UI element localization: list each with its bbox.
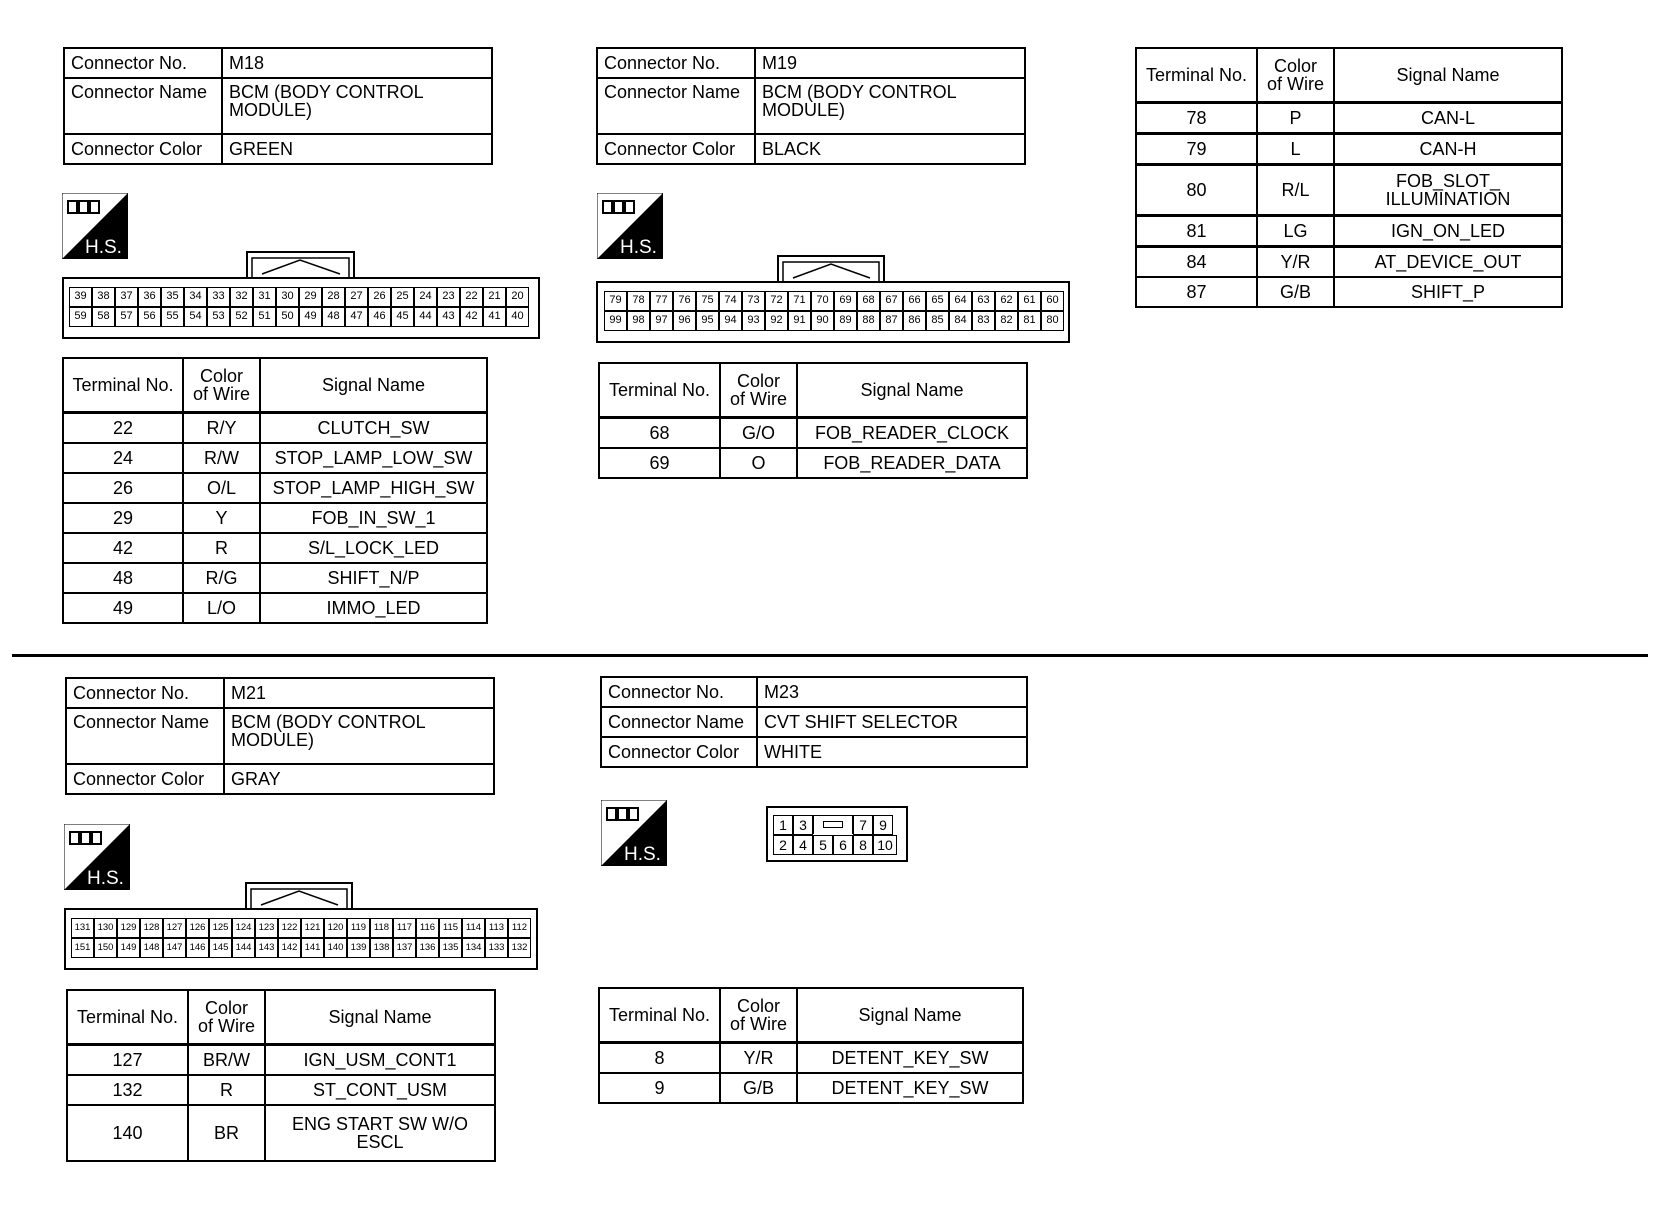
pin: 125 [209, 918, 232, 938]
signal-name: FOB_READER_DATA [797, 448, 1027, 478]
signal-name: ST_CONT_USM [265, 1075, 495, 1105]
pin: 75 [696, 291, 719, 311]
pin: 126 [186, 918, 209, 938]
pin: 91 [788, 311, 811, 331]
pin: 21 [483, 287, 506, 307]
terminal-no: 48 [63, 563, 183, 593]
pin: 82 [995, 311, 1018, 331]
table-row [1136, 165, 1562, 216]
pin: 49 [299, 307, 322, 327]
pin: 53 [207, 307, 230, 327]
terminal-no: 140 [67, 1105, 188, 1161]
pin: 93 [742, 311, 765, 331]
pin: 28 [322, 287, 345, 307]
signal-name: FOB_IN_SW_1 [260, 503, 487, 533]
pin: 32 [230, 287, 253, 307]
pin: 131 [71, 918, 94, 938]
signal-name: FOB_SLOT_ ILLUMINATION [1334, 165, 1562, 216]
pin: 37 [115, 287, 138, 307]
pin: 68 [857, 291, 880, 311]
pin: 139 [347, 938, 370, 958]
signal-name: S/L_LOCK_LED [260, 533, 487, 563]
pin: 96 [673, 311, 696, 331]
pin: 20 [506, 287, 529, 307]
pin: 34 [184, 287, 207, 307]
pin: 42 [460, 307, 483, 327]
pin: 84 [949, 311, 972, 331]
pin: 64 [949, 291, 972, 311]
table-row [599, 418, 1027, 449]
signal-name: STOP_LAMP_LOW_SW [260, 443, 487, 473]
pin: 118 [370, 918, 393, 938]
table-row [1136, 103, 1562, 134]
signal-name: FOB_READER_CLOCK [797, 418, 1027, 449]
pin: 129 [117, 918, 140, 938]
pin: 38 [92, 287, 115, 307]
terminal-no: 81 [1136, 216, 1257, 247]
pin: 142 [278, 938, 301, 958]
pin: 121 [301, 918, 324, 938]
table-row [63, 443, 487, 473]
pin: 112 [508, 918, 531, 938]
pin: 141 [301, 938, 324, 958]
wire-color: G/O [720, 418, 797, 449]
wire-color: Y [183, 503, 260, 533]
pin: 132 [508, 938, 531, 958]
pin: 56 [138, 307, 161, 327]
m18-terminal-table [62, 357, 488, 624]
table-row [599, 448, 1027, 478]
wire-color-header: Color of Wire [1257, 48, 1334, 103]
pin: 40 [506, 307, 529, 327]
pin: 45 [391, 307, 414, 327]
terminal-no: 8 [599, 1043, 720, 1074]
signal-name: ENG START SW W/O ESCL [265, 1105, 495, 1161]
pin: 58 [92, 307, 115, 327]
pin: 73 [742, 291, 765, 311]
pin: 143 [255, 938, 278, 958]
pin: 44 [414, 307, 437, 327]
signal-name: DETENT_KEY_SW [797, 1073, 1023, 1103]
pin: 66 [903, 291, 926, 311]
wire-color: Y/R [720, 1043, 797, 1074]
pin: 117 [393, 918, 416, 938]
m18-pin-grid [69, 287, 529, 327]
signal-name: IGN_USM_CONT1 [265, 1045, 495, 1076]
pin: 120 [324, 918, 347, 938]
connector-no-value: M18 [222, 48, 492, 78]
pin: 24 [414, 287, 437, 307]
m19-terminal-table [598, 362, 1028, 479]
terminal-no: 42 [63, 533, 183, 563]
pin: 25 [391, 287, 414, 307]
terminal-no: 84 [1136, 247, 1257, 278]
terminal-no: 69 [599, 448, 720, 478]
signal-name: CLUTCH_SW [260, 413, 487, 444]
pin: 77 [650, 291, 673, 311]
m23-connector-face [766, 806, 908, 862]
pin: 35 [161, 287, 184, 307]
pin: 88 [857, 311, 880, 331]
pin: 151 [71, 938, 94, 958]
wire-color: R/L [1257, 165, 1334, 216]
signal-name-header: Signal Name [797, 363, 1027, 418]
table-row [599, 1043, 1023, 1074]
connector-name-value: CVT SHIFT SELECTOR [757, 707, 1027, 737]
connector-color-value: WHITE [757, 737, 1027, 767]
terminal-no-header: Terminal No. [67, 990, 188, 1045]
pin: 30 [276, 287, 299, 307]
pin: 33 [207, 287, 230, 307]
harness-side-icon [601, 800, 667, 866]
terminal-no-header: Terminal No. [1136, 48, 1257, 103]
pin: 81 [1018, 311, 1041, 331]
pin: 2 [773, 835, 793, 855]
pin: 62 [995, 291, 1018, 311]
pin: 10 [873, 835, 897, 855]
terminal-no: 22 [63, 413, 183, 444]
pin: 22 [460, 287, 483, 307]
pin: 98 [627, 311, 650, 331]
harness-side-icon [597, 193, 663, 259]
connector-color-value: BLACK [755, 134, 1025, 164]
table-row [1136, 247, 1562, 278]
pin: 114 [462, 918, 485, 938]
pin: 127 [163, 918, 186, 938]
terminal-no-header: Terminal No. [63, 358, 183, 413]
table-row [63, 473, 487, 503]
pin: 86 [903, 311, 926, 331]
hs-label: H.S. [620, 237, 657, 258]
signal-name-header: Signal Name [260, 358, 487, 413]
wire-color: R/W [183, 443, 260, 473]
terminal-no-header: Terminal No. [599, 363, 720, 418]
connector-color-label: Connector Color [64, 134, 222, 164]
m18-connector-info [63, 47, 493, 165]
terminal-no: 68 [599, 418, 720, 449]
table-row [63, 413, 487, 444]
wire-color: G/B [1257, 277, 1334, 307]
pin: 147 [163, 938, 186, 958]
pin: 124 [232, 918, 255, 938]
pin: 87 [880, 311, 903, 331]
pin: 52 [230, 307, 253, 327]
pin: 79 [604, 291, 627, 311]
pin: 71 [788, 291, 811, 311]
connector-name-value: BCM (BODY CONTROL MODULE) [222, 78, 492, 134]
pin: 128 [140, 918, 163, 938]
connector-no-label: Connector No. [601, 677, 757, 707]
wire-color-header: Color of Wire [720, 363, 797, 418]
pin: 123 [255, 918, 278, 938]
connector-color-value: GRAY [224, 764, 494, 794]
table-row [67, 1045, 495, 1076]
pin: 90 [811, 311, 834, 331]
pin: 80 [1041, 311, 1064, 331]
m19-terminal-table-continued [1135, 47, 1563, 308]
wire-color-header: Color of Wire [183, 358, 260, 413]
pin: 92 [765, 311, 788, 331]
pin: 150 [94, 938, 117, 958]
pin: 85 [926, 311, 949, 331]
m21-connector-info [65, 677, 495, 795]
pin: 4 [793, 835, 813, 855]
pin: 9 [873, 815, 893, 835]
terminal-no: 29 [63, 503, 183, 533]
signal-name: AT_DEVICE_OUT [1334, 247, 1562, 278]
connector-name-value: BCM (BODY CONTROL MODULE) [755, 78, 1025, 134]
wire-color: O/L [183, 473, 260, 503]
pin: 94 [719, 311, 742, 331]
pin: 122 [278, 918, 301, 938]
terminal-no: 87 [1136, 277, 1257, 307]
pin: 95 [696, 311, 719, 331]
signal-name: IMMO_LED [260, 593, 487, 623]
wire-color: LG [1257, 216, 1334, 247]
terminal-no: 132 [67, 1075, 188, 1105]
wire-color: BR [188, 1105, 265, 1161]
pin: 48 [322, 307, 345, 327]
pin: 8 [853, 835, 873, 855]
keyway-slot [823, 821, 843, 828]
pin: 89 [834, 311, 857, 331]
wire-color-header: Color of Wire [188, 990, 265, 1045]
pin: 72 [765, 291, 788, 311]
signal-name: CAN-H [1334, 134, 1562, 165]
pin: 43 [437, 307, 460, 327]
wire-color: R [188, 1075, 265, 1105]
pin: 50 [276, 307, 299, 327]
pin: 70 [811, 291, 834, 311]
connector-color-label: Connector Color [601, 737, 757, 767]
pin: 36 [138, 287, 161, 307]
m23-connector-info [600, 676, 1028, 768]
wire-color: L/O [183, 593, 260, 623]
pin: 46 [368, 307, 391, 327]
pin: 97 [650, 311, 673, 331]
m21-pin-grid [71, 918, 531, 958]
table-row [67, 1105, 495, 1161]
m21-terminal-table [66, 989, 496, 1162]
pin: 63 [972, 291, 995, 311]
pin: 7 [853, 815, 873, 835]
hs-label: H.S. [85, 237, 122, 258]
hs-label: H.S. [87, 868, 124, 889]
signal-name-header: Signal Name [265, 990, 495, 1045]
pin: 130 [94, 918, 117, 938]
terminal-no: 9 [599, 1073, 720, 1103]
pin: 78 [627, 291, 650, 311]
table-row [63, 503, 487, 533]
table-row [1136, 134, 1562, 165]
pin: 149 [117, 938, 140, 958]
connector-no-value: M23 [757, 677, 1027, 707]
pin: 51 [253, 307, 276, 327]
signal-name: DETENT_KEY_SW [797, 1043, 1023, 1074]
pin: 138 [370, 938, 393, 958]
wire-color: O [720, 448, 797, 478]
connector-name-label: Connector Name [597, 78, 755, 134]
pin: 60 [1041, 291, 1064, 311]
table-row [599, 1073, 1023, 1103]
pin: 55 [161, 307, 184, 327]
terminal-no: 80 [1136, 165, 1257, 216]
pin: 23 [437, 287, 460, 307]
terminal-no-header: Terminal No. [599, 988, 720, 1043]
hs-label: H.S. [624, 844, 661, 865]
pin: 133 [485, 938, 508, 958]
pin: 74 [719, 291, 742, 311]
m19-connector-info [596, 47, 1026, 165]
pin: 39 [69, 287, 92, 307]
connector-name-label: Connector Name [64, 78, 222, 134]
signal-name: SHIFT_N/P [260, 563, 487, 593]
connector-no-label: Connector No. [597, 48, 755, 78]
signal-name: STOP_LAMP_HIGH_SW [260, 473, 487, 503]
signal-name: IGN_ON_LED [1334, 216, 1562, 247]
pin: 76 [673, 291, 696, 311]
wire-color: Y/R [1257, 247, 1334, 278]
pin: 31 [253, 287, 276, 307]
wire-color: P [1257, 103, 1334, 134]
signal-name-header: Signal Name [797, 988, 1023, 1043]
connector-no-value: M19 [755, 48, 1025, 78]
signal-name: SHIFT_P [1334, 277, 1562, 307]
connector-no-label: Connector No. [64, 48, 222, 78]
pin: 1 [773, 815, 793, 835]
terminal-no: 79 [1136, 134, 1257, 165]
wire-color: R/G [183, 563, 260, 593]
pin: 113 [485, 918, 508, 938]
wire-color: R [183, 533, 260, 563]
wire-color-header: Color of Wire [720, 988, 797, 1043]
table-row [63, 563, 487, 593]
pin: 99 [604, 311, 627, 331]
pin: 144 [232, 938, 255, 958]
connector-no-label: Connector No. [66, 678, 224, 708]
pin: 146 [186, 938, 209, 958]
wire-color: L [1257, 134, 1334, 165]
pin: 67 [880, 291, 903, 311]
pin: 47 [345, 307, 368, 327]
signal-name: CAN-L [1334, 103, 1562, 134]
pin: 59 [69, 307, 92, 327]
terminal-no: 127 [67, 1045, 188, 1076]
signal-name-header: Signal Name [1334, 48, 1562, 103]
pin: 135 [439, 938, 462, 958]
pin: 83 [972, 311, 995, 331]
pin: 69 [834, 291, 857, 311]
connector-color-label: Connector Color [597, 134, 755, 164]
pin: 6 [833, 835, 853, 855]
pin: 27 [345, 287, 368, 307]
pin: 5 [813, 835, 833, 855]
section-divider [12, 654, 1648, 657]
pin: 3 [793, 815, 813, 835]
connector-name-value: BCM (BODY CONTROL MODULE) [224, 708, 494, 764]
pin: 41 [483, 307, 506, 327]
pin: 134 [462, 938, 485, 958]
pin: 29 [299, 287, 322, 307]
pin: 136 [416, 938, 439, 958]
connector-color-value: GREEN [222, 134, 492, 164]
connector-name-label: Connector Name [601, 707, 757, 737]
table-row [63, 593, 487, 623]
terminal-no: 78 [1136, 103, 1257, 134]
pin: 57 [115, 307, 138, 327]
connector-name-label: Connector Name [66, 708, 224, 764]
m19-pin-grid [604, 291, 1064, 331]
pin: 140 [324, 938, 347, 958]
terminal-no: 49 [63, 593, 183, 623]
pin: 65 [926, 291, 949, 311]
pin: 116 [416, 918, 439, 938]
pin: 26 [368, 287, 391, 307]
table-row [1136, 277, 1562, 307]
connector-color-label: Connector Color [66, 764, 224, 794]
pin: 119 [347, 918, 370, 938]
pin: 148 [140, 938, 163, 958]
pin: 115 [439, 918, 462, 938]
wire-color: G/B [720, 1073, 797, 1103]
wire-color: R/Y [183, 413, 260, 444]
pin: 54 [184, 307, 207, 327]
connector-no-value: M21 [224, 678, 494, 708]
pin: 137 [393, 938, 416, 958]
table-row [67, 1075, 495, 1105]
table-row [63, 533, 487, 563]
m23-terminal-table [598, 987, 1024, 1104]
pin: 61 [1018, 291, 1041, 311]
wire-color: BR/W [188, 1045, 265, 1076]
table-row [1136, 216, 1562, 247]
pin: 145 [209, 938, 232, 958]
terminal-no: 24 [63, 443, 183, 473]
terminal-no: 26 [63, 473, 183, 503]
